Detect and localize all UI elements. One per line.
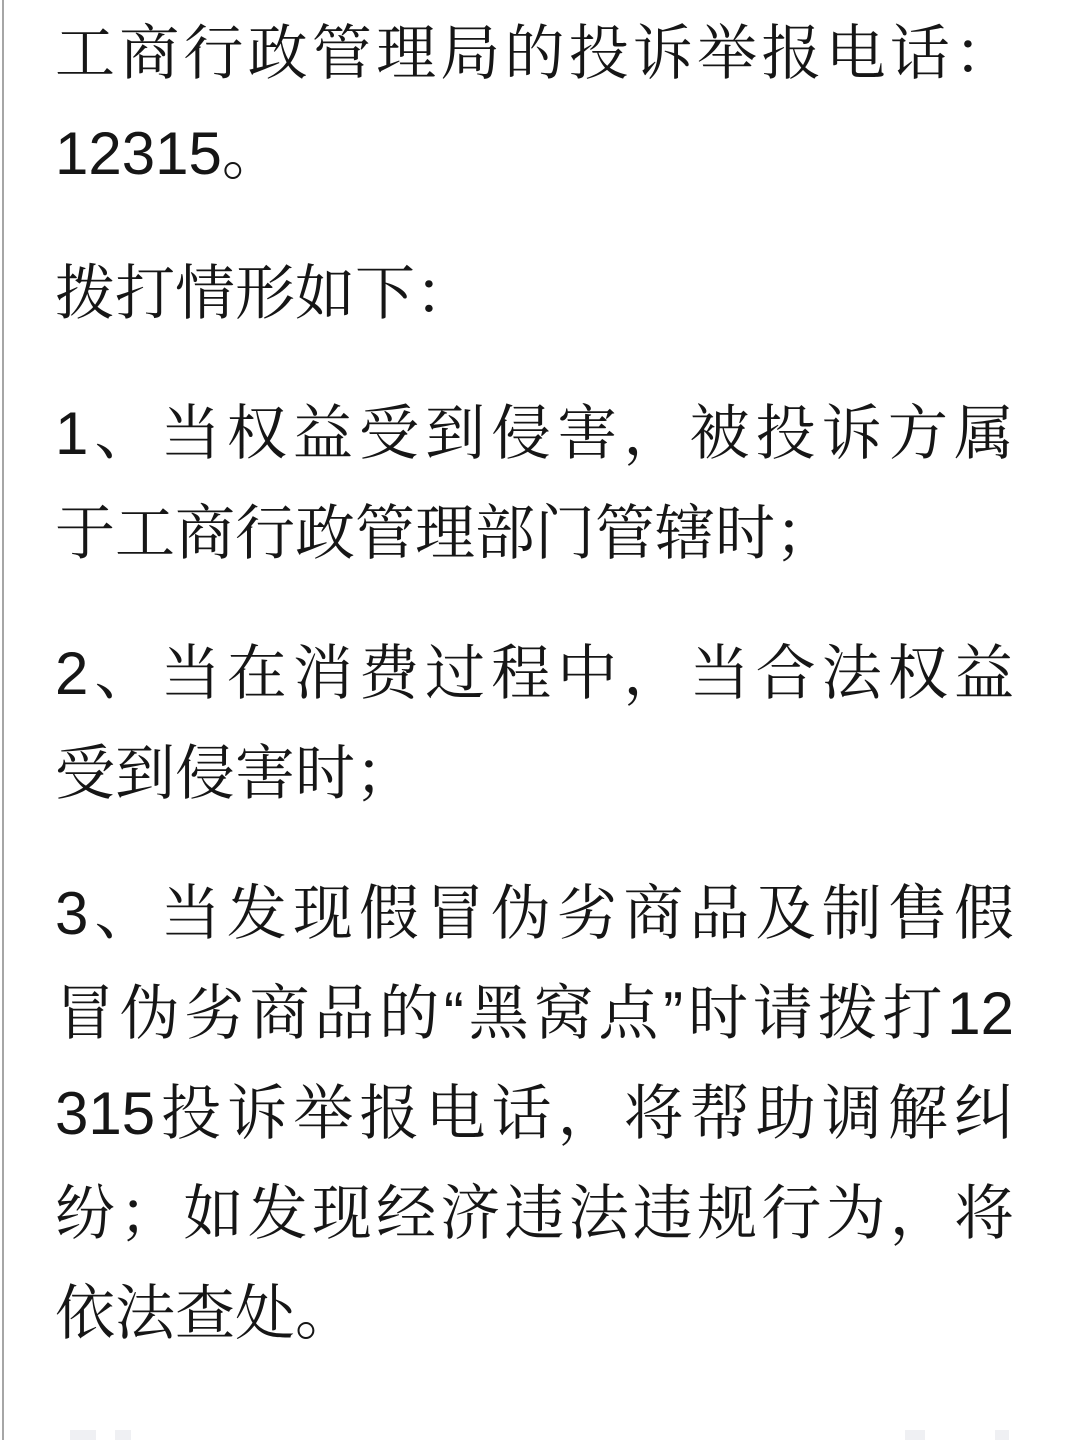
text-line: 12315。 bbox=[55, 120, 282, 187]
text-line: 1、当权益受到侵害，被投诉方属 bbox=[55, 400, 1014, 467]
text-line: 受到侵害时； bbox=[55, 740, 415, 807]
text-line: 于工商行政管理部门管辖时； bbox=[55, 500, 835, 567]
next-line-cutoff-mark bbox=[995, 1430, 1009, 1440]
text-line: 拨打情形如下： bbox=[55, 260, 475, 327]
paragraph-scenario-3 bbox=[55, 864, 1014, 1364]
text-line: 纷；如发现经济违法违规行为，将 bbox=[55, 1180, 1014, 1247]
next-line-cutoff-mark bbox=[905, 1430, 925, 1440]
text-line: 冒伪劣商品的“黑窝点”时请拨打12 bbox=[55, 980, 1014, 1047]
next-line-cutoff-mark bbox=[70, 1430, 96, 1440]
text-line: 工商行政管理局的投诉举报电话： bbox=[55, 20, 1014, 87]
paragraph-scenario-1 bbox=[55, 384, 1014, 584]
text-line: 3、当发现假冒伪劣商品及制售假 bbox=[55, 880, 1014, 947]
paragraph-scenario-2 bbox=[55, 624, 1014, 824]
paragraph-hotline-intro bbox=[55, 4, 1014, 204]
text-line: 依法查处。 bbox=[55, 1280, 355, 1347]
next-line-cutoff-mark bbox=[115, 1430, 131, 1440]
text-line: 2、当在消费过程中，当合法权益 bbox=[55, 640, 1014, 707]
text-line: 315投诉举报电话，将帮助调解纠 bbox=[55, 1080, 1014, 1147]
paragraph-scenarios-heading bbox=[55, 244, 1014, 344]
